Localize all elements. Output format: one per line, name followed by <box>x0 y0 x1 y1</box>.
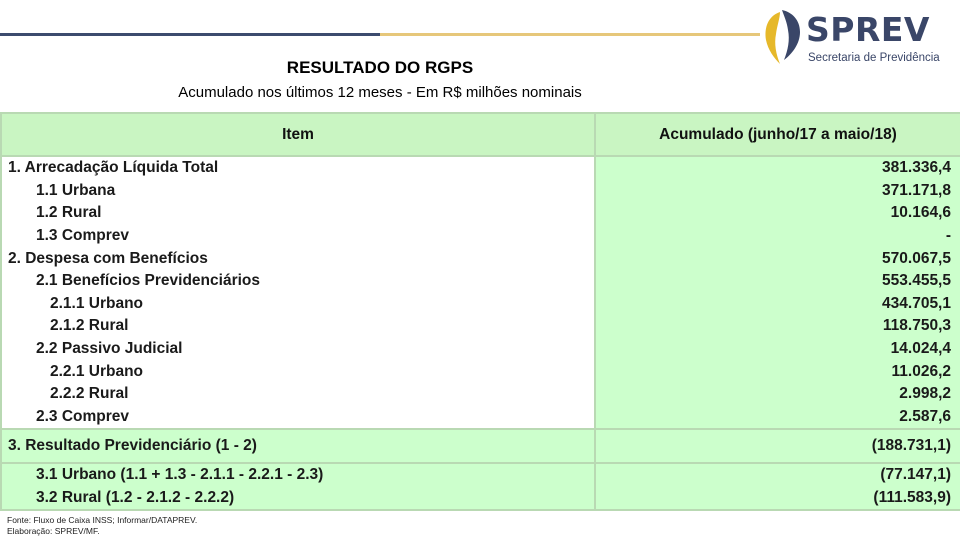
column-header-item: Item <box>1 113 595 156</box>
row-value: 381.336,4 <box>595 156 960 180</box>
row-value: 2.587,6 <box>595 406 960 430</box>
row-value: 11.026,2 <box>595 360 960 383</box>
table-row <box>1 487 960 511</box>
table-row-result <box>1 429 960 463</box>
source-line: Fonte: Fluxo de Caixa INSS; Informar/DATAPREV. <box>7 515 198 525</box>
page-subtitle: Acumulado nos últimos 12 meses - Em R$ milhões nominais <box>178 84 582 101</box>
row-value: 434.705,1 <box>595 293 960 316</box>
header-rule-left <box>0 33 380 36</box>
elaboration-line: Elaboração: SPREV/MF. <box>7 526 100 536</box>
row-label: 2.2 Passivo Judicial <box>1 338 595 361</box>
row-value: 2.998,2 <box>595 383 960 406</box>
row-value: - <box>595 225 960 248</box>
page-title: RESULTADO DO RGPS <box>286 58 474 77</box>
row-label: 2.2.2 Rural <box>1 383 595 406</box>
row-label: 3.1 Urbano (1.1 + 1.3 - 2.1.1 - 2.2.1 - 2.3) <box>1 463 595 487</box>
logo-wordmark: SPREV <box>806 10 930 49</box>
table-row <box>1 247 960 270</box>
table-row <box>1 406 960 430</box>
table-row <box>1 156 960 180</box>
row-label: 1. Arrecadação Líquida Total <box>1 156 595 180</box>
table-row <box>1 383 960 406</box>
row-value: (111.583,9) <box>595 487 960 511</box>
results-table <box>0 112 960 511</box>
table-row <box>1 315 960 338</box>
sprev-logo <box>762 6 952 70</box>
logo-tagline: Secretaria de Previdência <box>808 52 940 64</box>
row-label: 2.3 Comprev <box>1 406 595 430</box>
source-note <box>7 515 197 537</box>
row-label: 2.1.2 Rural <box>1 315 595 338</box>
row-value: (77.147,1) <box>595 463 960 487</box>
row-label: 1.3 Comprev <box>1 225 595 248</box>
table-row <box>1 463 960 487</box>
table-row <box>1 360 960 383</box>
table-header-row <box>1 113 960 156</box>
header-rule-right <box>380 33 760 36</box>
table-row <box>1 338 960 361</box>
row-value: 14.024,4 <box>595 338 960 361</box>
row-label: 3.2 Rural (1.2 - 2.1.2 - 2.2.2) <box>1 487 595 511</box>
table-row <box>1 202 960 225</box>
table-row <box>1 293 960 316</box>
row-value: 570.067,5 <box>595 247 960 270</box>
sprev-logo-mark-icon <box>762 6 804 68</box>
row-value: (188.731,1) <box>595 429 960 463</box>
row-label: 2.1.1 Urbano <box>1 293 595 316</box>
table-row <box>1 270 960 293</box>
column-header-accumulated: Acumulado (junho/17 a maio/18) <box>595 113 960 156</box>
row-value: 118.750,3 <box>595 315 960 338</box>
row-label: 2. Despesa com Benefícios <box>1 247 595 270</box>
row-value: 371.171,8 <box>595 180 960 203</box>
row-label: 2.2.1 Urbano <box>1 360 595 383</box>
row-label: 1.2 Rural <box>1 202 595 225</box>
row-value: 10.164,6 <box>595 202 960 225</box>
row-label: 3. Resultado Previdenciário (1 - 2) <box>1 429 595 463</box>
row-label: 2.1 Benefícios Previdenciários <box>1 270 595 293</box>
row-label: 1.1 Urbana <box>1 180 595 203</box>
table-row <box>1 225 960 248</box>
row-value: 553.455,5 <box>595 270 960 293</box>
table-row <box>1 180 960 203</box>
